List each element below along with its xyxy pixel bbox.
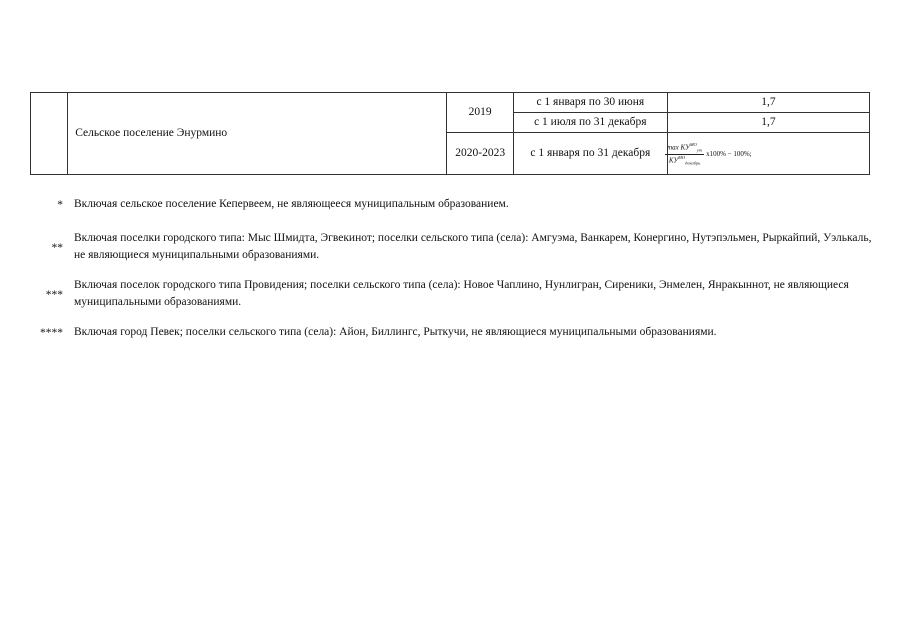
period-cell: с 1 января по 30 июня: [513, 93, 667, 113]
footnote-mark: ****: [40, 327, 63, 339]
value-cell: 1,7: [667, 113, 869, 133]
tariff-table: [30, 92, 870, 175]
year-cell: 2020-2023: [447, 133, 513, 175]
table-row: [31, 93, 870, 113]
formula-numerator: [665, 143, 704, 155]
settlement-name-cell: Сельское поселение Энурмино: [68, 93, 447, 175]
footnote-text: Включая город Певек; поселки сельского типа (села): Айон, Биллингс, Рыткучи, не являющиеся муниципальными образованиями.: [74, 326, 717, 338]
footnote: [30, 324, 875, 341]
formula-numerator-sup: МО: [689, 142, 697, 148]
index-formula: [665, 143, 752, 166]
formula-tail: x100% − 100%;: [706, 150, 752, 159]
period-cell: с 1 июля по 31 декабря: [513, 113, 667, 133]
footnote: [30, 230, 875, 264]
formula-denominator-sup: МО: [678, 155, 686, 161]
footnote-mark: *: [57, 199, 63, 211]
footnote: [30, 196, 875, 213]
formula-numerator-text: max КУ: [667, 143, 690, 152]
formula-numerator-sub: ym: [696, 147, 703, 153]
footnote-text: Включая поселки городского типа: Мыс Шмидта, Эгвекинот; поселки сельского типа (села): Амгуэма, Ванкарем, Конергино, Нутэпэльмен, Рыркайпий, Уэлькаль, не являющиеся муниципальными образованиями.: [74, 232, 872, 261]
formula-denominator-text: КУ: [668, 156, 679, 165]
formula-cell: [667, 133, 869, 175]
footnote-text: Включая сельское поселение Кепервеем, не являющееся муниципальным образованием.: [74, 198, 509, 210]
period-cell: с 1 января по 31 декабря: [513, 133, 667, 175]
footnote-mark: ***: [45, 288, 63, 301]
year-cell: 2019: [447, 93, 513, 133]
footnote-text: Включая поселок городского типа Провидения; поселки сельского типа (села): Новое Чаплино, Нунлигран, Сиреники, Энмелен, Янракыннот, не являющиеся муниципальными образованиями.: [74, 279, 849, 308]
footnote: [30, 277, 875, 311]
row-number-cell: [31, 93, 68, 175]
footnote-mark: **: [51, 241, 63, 254]
formula-fraction: [665, 143, 704, 166]
formula-denominator: [667, 155, 702, 166]
formula-denominator-sub: декабрь: [685, 161, 701, 167]
value-cell: 1,7: [667, 93, 869, 113]
